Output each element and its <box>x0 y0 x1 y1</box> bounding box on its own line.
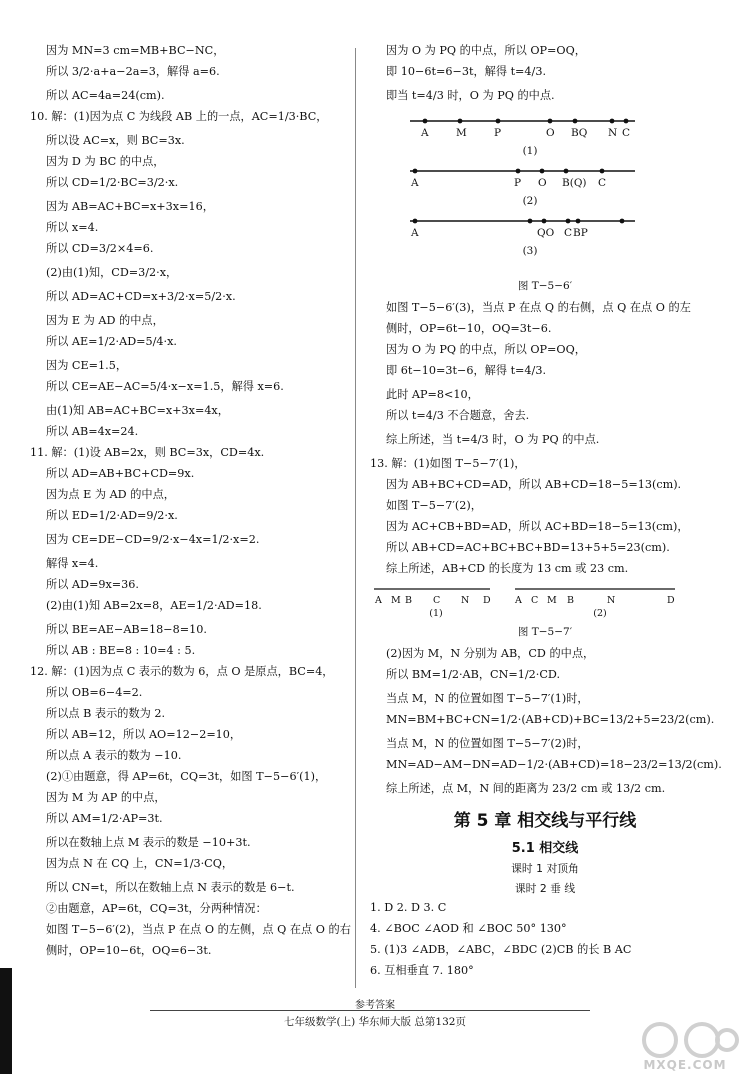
column-divider <box>355 48 356 988</box>
text-line: MN=BM+BC+CN=1/2·(AB+CD)+BC=13/2+5=23/2(cm). <box>386 713 715 726</box>
point-label: B <box>567 595 574 606</box>
point-label: M <box>391 595 401 606</box>
text-line: 所以 ED=1/2·AD=9/2·x. <box>46 509 178 522</box>
point-dot <box>610 119 615 124</box>
figure-caption: 图 T−5−6′ <box>517 280 573 292</box>
point-label: M <box>456 127 467 139</box>
line-caption: (1) <box>522 145 538 157</box>
text-line: 侧时，OP=10−6t，OQ=6−3t. <box>46 944 212 957</box>
point-label: C <box>564 227 573 239</box>
line-caption: (1) <box>429 608 443 619</box>
text-line: 所以 CD=1/2·BC=3/2·x. <box>46 176 179 189</box>
figure-caption: 图 T−5−7′ <box>517 626 573 638</box>
point-label: N <box>608 127 618 139</box>
text-line: 侧时，OP=6t−10，OQ=3t−6. <box>386 322 552 335</box>
point-dot <box>548 119 553 124</box>
answer-line: 6. 互相垂直 7. 180° <box>370 964 474 977</box>
text-line: 所以点 B 表示的数为 2. <box>46 707 166 720</box>
point-label: D <box>667 595 675 606</box>
text-line: (2)由(1)知 AB=2x=8，AE=1/2·AD=18. <box>46 599 262 612</box>
point-dot <box>413 219 418 224</box>
text-line: 因为点 E 为 AD 的中点， <box>46 488 175 501</box>
point-dot <box>566 219 571 224</box>
solution-13 <box>370 301 720 576</box>
text-line: 所以 CD=3/2×4=6. <box>46 242 154 255</box>
text-line: 所以 AB=4x=24. <box>46 425 139 438</box>
point-label: A <box>421 127 429 139</box>
point-label: A <box>411 177 419 189</box>
text-line: 所以 CN=t，所以在数轴上点 N 表示的数是 6−t. <box>46 881 295 894</box>
text-line: 因为 O 为 PQ 的中点，所以 OP=OQ， <box>386 44 586 57</box>
text-line: 因为 CE=1.5， <box>46 359 128 372</box>
footer-info: 七年级数学(上) 华东师大版 总第132页 <box>284 1016 466 1028</box>
solution-13-part-2 <box>370 647 720 796</box>
text-line: 所以设 AC=x，则 BC=3x. <box>46 134 185 147</box>
text-line: 所以 AB : BE=8 : 10=4 : 5. <box>46 644 196 657</box>
figure-t-5-6 <box>370 113 720 293</box>
text-line: 即当 t=4/3 时，O 为 PQ 的中点. <box>386 89 555 102</box>
text-line: 因为 AB=AC+BC=x+3x=16， <box>46 200 214 213</box>
figure-t-5-7 <box>370 583 720 639</box>
point-label: BP <box>573 227 588 239</box>
point-label: O <box>538 177 547 189</box>
answer-list <box>370 901 720 978</box>
text-line: 因为 O 为 PQ 的中点，所以 OP=OQ， <box>386 343 586 356</box>
point-dot <box>458 119 463 124</box>
text-line: 所以点 A 表示的数为 −10. <box>46 749 182 762</box>
point-dot <box>620 219 625 224</box>
point-label: P <box>514 177 522 189</box>
text-line: 综上所述，点 M，N 间的距离为 23/2 cm 或 13/2 cm. <box>386 782 666 795</box>
point-dot <box>540 169 545 174</box>
line-caption: (2) <box>522 195 538 207</box>
text-line: (2)①由题意，得 AP=6t，CQ=3t，如图 T−5−6′(1)， <box>46 770 327 783</box>
point-dot <box>423 119 428 124</box>
point-label: N <box>461 595 470 606</box>
solution-12-continued <box>370 44 720 103</box>
text-line: MN=AD−AM−DN=AD−1/2·(AB+CD)=18−23/2=13/2(cm). <box>386 758 722 771</box>
text-line: 12. 解：(1)因为点 C 表示的数为 6，点 O 是原点，BC=4， <box>30 665 334 678</box>
section-title: 5.1 相交线 <box>511 841 579 856</box>
point-label: C <box>598 177 607 189</box>
point-dot <box>413 169 418 174</box>
point-label: C <box>531 595 539 606</box>
watermark-icon <box>630 1018 740 1058</box>
chapter-title: 第 5 章 相交线与平行线 <box>453 811 637 831</box>
point-label: B <box>405 595 412 606</box>
point-label: BQ <box>571 127 588 139</box>
text-line: 综上所述，当 t=4/3 时，O 为 PQ 的中点. <box>386 433 600 446</box>
point-label: N <box>607 595 616 606</box>
text-line: 所以 AD=AB+BC+CD=9x. <box>46 467 195 480</box>
point-dot <box>624 119 629 124</box>
text-line: 13. 解：(1)如图 T−5−7′(1)， <box>370 457 526 470</box>
text-line: 所以 BM=1/2·AB，CN=1/2·CD. <box>386 668 561 681</box>
point-dot <box>564 169 569 174</box>
point-dot <box>516 169 521 174</box>
text-line: 所以 BE=AE−AB=18−8=10. <box>46 623 207 636</box>
segments-figure <box>370 583 720 619</box>
point-dot <box>496 119 501 124</box>
point-label: QO <box>537 227 555 239</box>
watermark-text: MXQE.COM <box>643 1058 727 1072</box>
point-label: A <box>411 227 419 239</box>
text-line: 所以 AC=4a=24(cm). <box>46 89 165 102</box>
point-label: M <box>547 595 557 606</box>
text-line: 综上所述，AB+CD 的长度为 13 cm 或 23 cm. <box>386 562 629 575</box>
text-line: 所以 AD=AC+CD=x+3/2·x=5/2·x. <box>46 290 236 303</box>
text-line: 解得 x=4. <box>46 557 99 570</box>
point-label: P <box>494 127 502 139</box>
text-line: 所以 3/2·a+a−2a=3，解得 a=6. <box>46 65 220 78</box>
line-caption: (2) <box>593 608 607 619</box>
line-caption: (3) <box>522 245 538 257</box>
text-line: 因为 D 为 BC 的中点， <box>46 155 165 168</box>
watermark-logo <box>630 1018 740 1070</box>
text-line: 所以 AB+CD=AC+BC+BC+BD=13+5+5=23(cm). <box>386 541 670 554</box>
text-line: 所以 AM=1/2·AP=3t. <box>46 812 163 825</box>
text-line: 所以 OB=6−4=2. <box>46 686 143 699</box>
answer-line: 5. (1)3 ∠ADB，∠ABC，∠BDC (2)CB 的长 B AC <box>370 943 632 956</box>
text-line: 因为点 N 在 CQ 上，CN=1/3·CQ， <box>46 857 234 870</box>
point-label: A <box>515 595 522 606</box>
point-dot <box>542 219 547 224</box>
lesson-title: 课时 1 对顶角 <box>511 862 579 875</box>
text-line: 由(1)知 AB=AC+BC=x+3x=4x， <box>46 404 229 417</box>
text-line: (2)由(1)知，CD=3/2·x， <box>46 266 178 279</box>
text-line: 所以 CE=AE−AC=5/4·x−x=1.5，解得 x=6. <box>46 380 284 393</box>
text-line: 所以 x=4. <box>46 221 99 234</box>
text-line: 如图 T−5−6′(2)，当点 P 在点 O 的左侧，点 Q 在点 O 的右 <box>46 923 351 936</box>
text-line: 因为 MN=3 cm=MB+BC−NC， <box>46 44 225 57</box>
point-label: C <box>622 127 631 139</box>
answer-line: 1. D 2. D 3. C <box>370 901 447 914</box>
text-line: 所以 AB=12，所以 AO=12−2=10， <box>46 728 242 741</box>
text-line: 因为 E 为 AD 的中点， <box>46 314 164 327</box>
text-line: 所以 AE=1/2·AD=5/4·x. <box>46 335 177 348</box>
point-dot <box>600 169 605 174</box>
point-dot <box>573 119 578 124</box>
text-line: 所以 t=4/3 不合题意，舍去. <box>386 409 530 422</box>
text-line: 10. 解：(1)因为点 C 为线段 AB 上的一点，AC=1/3·BC， <box>30 110 328 123</box>
text-line: 即 6t−10=3t−6，解得 t=4/3. <box>386 364 546 377</box>
footer-rule <box>150 1010 590 1011</box>
text-line: 所以 AD=9x=36. <box>46 578 139 591</box>
text-line: 当点 M，N 的位置如图 T−5−7′(2)时， <box>386 737 589 750</box>
text-line: 因为 AB+BC+CD=AD，所以 AB+CD=18−5=13(cm). <box>386 478 682 491</box>
number-lines-figure <box>370 113 720 273</box>
text-line: 因为 CE=DE−CD=9/2·x−4x=1/2·x=2. <box>46 533 260 546</box>
text-line: (2)因为 M，N 分别为 AB，CD 的中点， <box>386 647 595 660</box>
point-label: B(Q) <box>562 177 587 189</box>
text-line: 如图 T−5−6′(3)，当点 P 在点 Q 的右侧，点 Q 在点 O 的左 <box>386 301 691 314</box>
text-line: 所以在数轴上点 M 表示的数是 −10+3t. <box>46 836 251 849</box>
text-line: ②由题意，AP=6t，CQ=3t，分两种情况： <box>46 902 267 915</box>
text-line: 11. 解：(1)设 AB=2x，则 BC=3x，CD=4x. <box>30 446 265 459</box>
footer-title: 参考答案 <box>355 1000 395 1011</box>
text-line: 此时 AP=8<10， <box>386 388 479 401</box>
point-label: O <box>546 127 555 139</box>
text-line: 即 10−6t=6−3t，解得 t=4/3. <box>386 65 546 78</box>
text-line: 因为 M 为 AP 的中点， <box>46 791 166 804</box>
text-line: 如图 T−5−7′(2)， <box>386 499 482 512</box>
point-dot <box>576 219 581 224</box>
point-dot <box>528 219 533 224</box>
right-column <box>370 44 720 985</box>
left-column <box>30 44 351 965</box>
lesson-title: 课时 2 垂 线 <box>514 882 576 895</box>
point-label: C <box>433 595 441 606</box>
text-line: 当点 M，N 的位置如图 T−5−7′(1)时， <box>386 692 589 705</box>
answer-line: 4. ∠BOC ∠AOD 和 ∠BOC 50° 130° <box>370 922 567 935</box>
text-line: 因为 AC+CB+BD=AD，所以 AC+BD=18−5=13(cm)， <box>386 520 689 533</box>
point-label: D <box>483 595 491 606</box>
point-label: A <box>375 595 382 606</box>
